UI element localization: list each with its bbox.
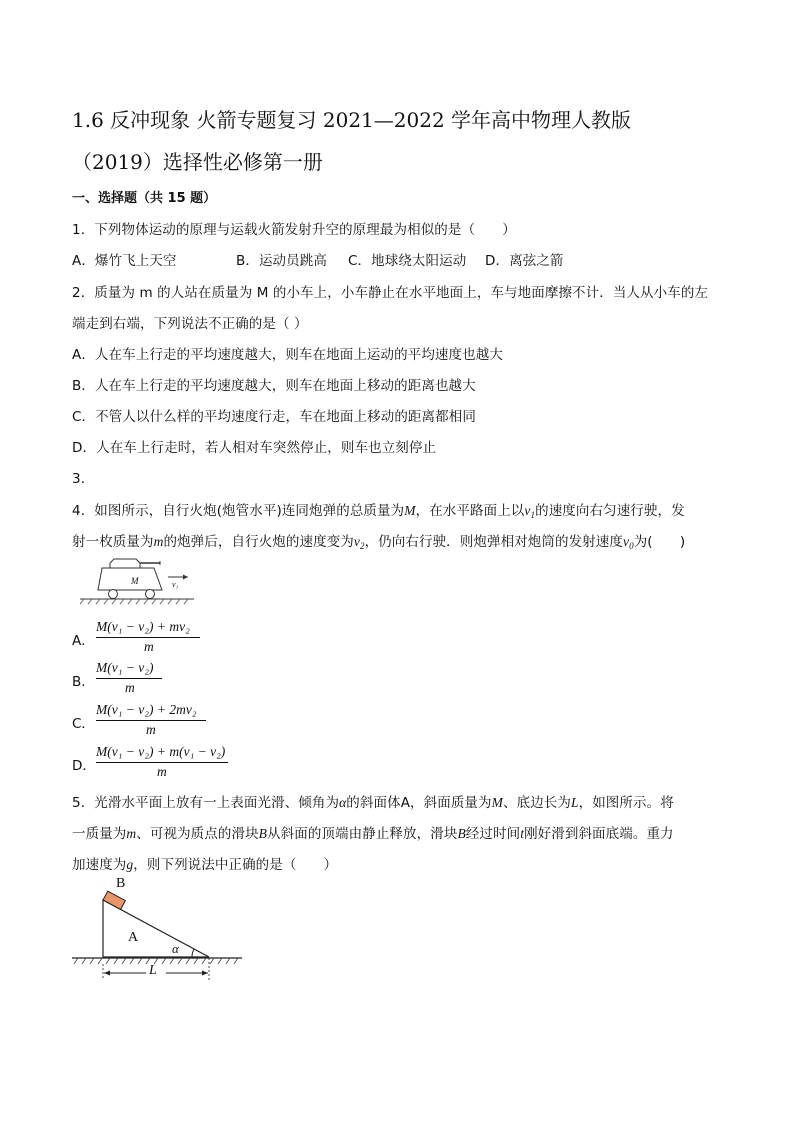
q1-option-c: C．地球绕太阳运动 [348, 253, 467, 269]
q4-option-b-formula: M(v₁ − v₂) m [96, 660, 162, 696]
q5-fig-angle-label: α [172, 941, 179, 956]
q4-option-b-label: B． [72, 674, 95, 690]
q4-option-a-formula: M(v₁ − v₂) + mv₂ m [96, 619, 200, 655]
q2-option-d: D．人在车上行走时，若人相对车突然停止，则车也立刻停止 [72, 440, 437, 456]
q4-stem-line-2: 射一枚质量为m的炮弹后，自行火炮的速度变为$v_2$，仍向右行驶．则炮弹相对炮筒的发射速度$v_0$为( ) [72, 534, 686, 551]
q2-option-a: A．人在车上行走的平均速度越大，则车在地面上运动的平均速度也越大 [72, 347, 503, 363]
q1-stem: 1．下列物体运动的原理与运载火箭发射升空的原理最为相似的是（ ） [72, 222, 516, 238]
q3-number: 3． [72, 471, 95, 487]
q5-fig-length-label: L [149, 963, 157, 978]
q2-stem-line-1: 2．质量为 m 的人站在质量为 M 的小车上，小车静止在水平地面上，车与地面摩擦不计．当人从小车的左 [72, 285, 709, 301]
q1-option-d: D．离弦之箭 [485, 253, 564, 269]
q2-stem-line-2: 端走到右端，下列说法不正确的是（ ） [72, 316, 308, 332]
q5-stem-line-2: 一质量为m、可视为质点的滑块B从斜面的顶端由静止释放，滑块B经过时间t刚好滑到斜面底端。重力 [72, 826, 674, 842]
document-title-line-2: （2019）选择性必修第一册 [72, 150, 323, 174]
q4-option-a-label: A． [72, 633, 95, 649]
q5-fig-incline-label: A [128, 930, 139, 945]
q5-stem-line-3: 加速度为g，则下列说法中正确的是（ ） [72, 857, 338, 873]
q4-stem-line-1: 4．如图所示，自行火炮(炮管水平)连同炮弹的总质量为M，在水平路面上以$v_1$的速度向右匀速行驶，发 [72, 503, 685, 520]
q4-option-d-label: D． [72, 758, 96, 774]
document-title-line-1: 1.6 反冲现象 火箭专题复习 2021—2022 学年高中物理人教版 [72, 108, 632, 132]
q4-option-c-label: C． [72, 716, 95, 732]
q1-option-b: B．运动员跳高 [236, 253, 327, 269]
q4-option-c-formula: M(v₁ − v₂) + 2mv₂ m [96, 702, 206, 738]
q1-option-a: A．爆竹飞上天空 [72, 253, 177, 269]
q5-stem-line-1: 5．光滑水平面上放有一上表面光滑、倾角为α的斜面体A，斜面质量为M、底边长为L，如图所示。将 [72, 795, 674, 811]
q2-option-c: C．不管人以什么样的平均速度行走，车在地面上移动的距离都相同 [72, 409, 476, 425]
q4-option-d-formula: M(v₁ − v₂) + m(v₁ − v₂) m [96, 744, 228, 780]
q4-fig-mass-label: M [131, 576, 139, 586]
q5-incline-figure [72, 878, 244, 988]
q2-option-b: B．人在车上行走的平均速度越大，则车在地面上移动的距离也越大 [72, 378, 476, 394]
q4-fig-velocity-label: v₁ [172, 580, 179, 589]
section-heading: 一、选择题（共 15 题） [72, 191, 217, 206]
q5-fig-block-label: B [116, 876, 126, 891]
